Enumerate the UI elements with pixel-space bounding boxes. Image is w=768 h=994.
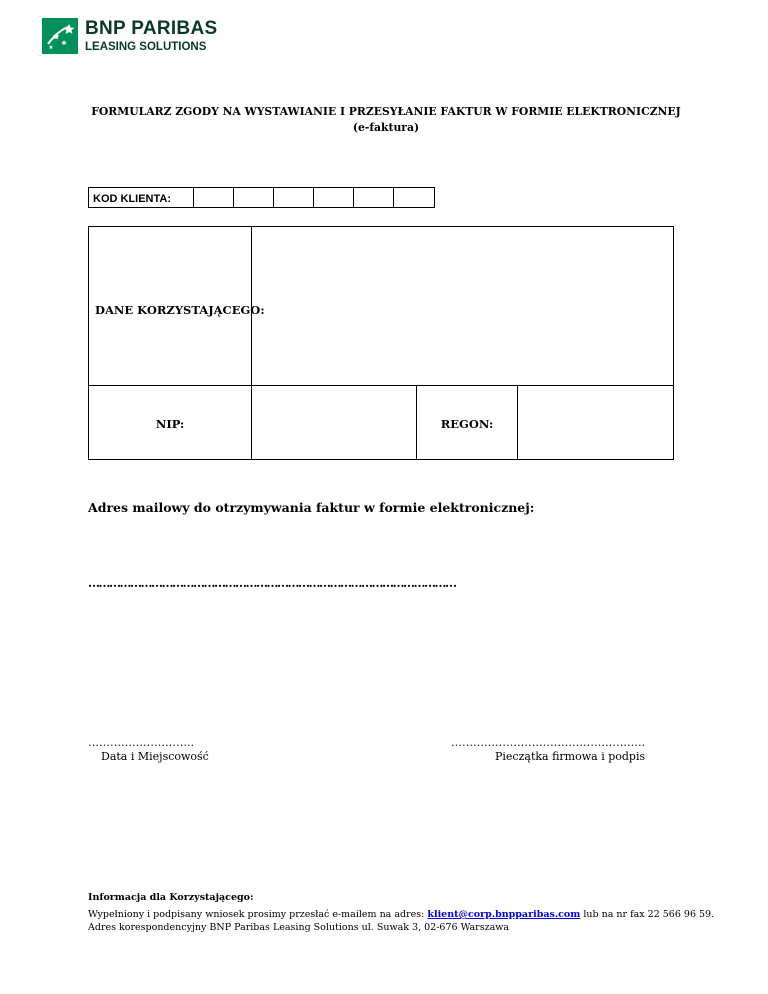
form-title-line2: (e-faktura) (352, 121, 420, 134)
client-code-cell-4[interactable] (314, 188, 354, 207)
nip-label: NIP: (155, 417, 185, 431)
info-text-after: lub na nr fax 22 566 96 59. (580, 909, 715, 920)
contact-email-link[interactable]: klient@corp.bnpparibas.com (427, 909, 581, 920)
info-text-before: Wypełniony i podpisany wniosek prosimy przesłać e-mailem na adres: (88, 909, 428, 920)
stamp-label: Pieczątka firmowa i podpis (495, 750, 646, 763)
client-code-cell-1[interactable] (194, 188, 234, 207)
table-divider (89, 385, 251, 386)
logo-subtitle: LEASING SOLUTIONS (85, 41, 207, 53)
client-code-cell-6[interactable] (394, 188, 434, 207)
nip-field[interactable] (252, 386, 416, 459)
user-data-table (88, 226, 674, 460)
date-dotted-line[interactable]: ……………………….. (88, 736, 194, 749)
date-label: Data i Miejscowość (101, 750, 209, 763)
client-code-row (88, 187, 435, 208)
regon-field[interactable] (518, 386, 673, 459)
email-label: Adres mailowy do otrzymywania faktur w formie elektronicznej: (88, 500, 535, 515)
user-data-label: DANE KORZYSTAJĄCEGO: (95, 303, 265, 317)
regon-label: REGON: (440, 417, 494, 431)
form-title (88, 104, 684, 136)
info-line-2: Adres korespondencyjny BNP Paribas Leasing Solutions ul. Suwak 3, 02-676 Warszawa (88, 922, 510, 933)
bnp-stars-icon (42, 18, 78, 54)
email-input-line[interactable]: …………………………………………………………………………………………… (88, 576, 456, 590)
info-title: Informacja dla Korzystającego: (88, 892, 254, 903)
client-code-cell-5[interactable] (354, 188, 394, 207)
stamp-dotted-line[interactable]: …………………………………………….. (451, 736, 645, 749)
client-code-label: KOD KLIENTA: (89, 188, 194, 207)
client-code-cell-2[interactable] (234, 188, 274, 207)
client-code-cell-3[interactable] (274, 188, 314, 207)
company-logo (42, 18, 218, 56)
user-data-field[interactable] (252, 227, 673, 385)
form-title-line1: FORMULARZ ZGODY NA WYSTAWIANIE I PRZESYŁANIE FAKTUR W FORMIE ELEKTRONICZNEJ (91, 105, 681, 118)
logo-name: BNP PARIBAS (85, 18, 218, 39)
info-line-1 (88, 909, 715, 920)
